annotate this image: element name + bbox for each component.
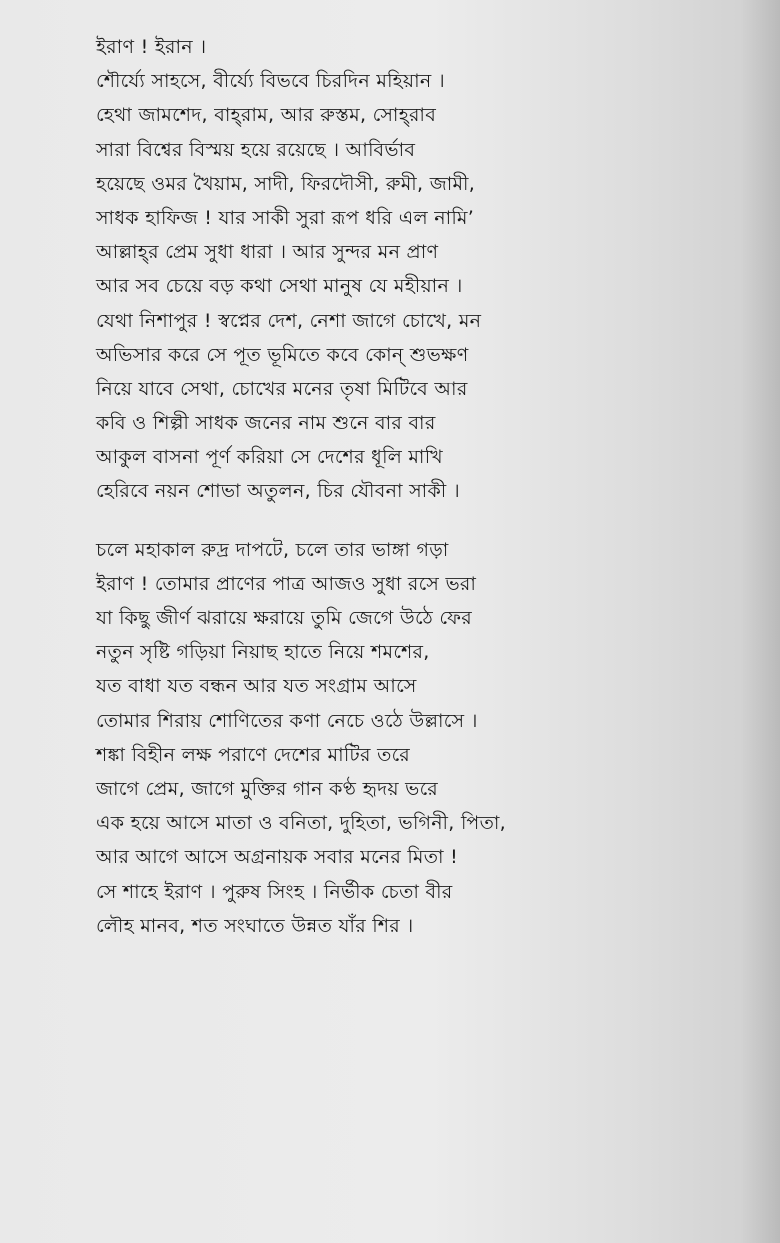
poem-line: এক হয়ে আসে মাতা ও বনিতা, দুহিতা, ভগিনী, পিতা, xyxy=(96,812,506,835)
poem-line: আকুল বাসনা পূর্ণ করিয়া সে দেশের ধূলি মাখি xyxy=(96,446,443,469)
poem-line: হেরিবে নয়ন শোভা অতুলন, চির যৌবনা সাকী । xyxy=(96,480,460,503)
poem-line: আর আগে আসে অগ্রনায়ক সবার মনের মিতা ! xyxy=(96,846,459,869)
page-edge-shadow xyxy=(740,0,780,1243)
poem-line: নতুন সৃষ্টি গড়িয়া নিয়াছ হাতে নিয়ে শমশের, xyxy=(96,641,430,664)
poem-line: নিয়ে যাবে সেথা, চোখের মনের তৃষা মিটিবে আর xyxy=(96,377,468,400)
poem-line: সারা বিশ্বের বিস্ময় হয়ে রয়েছে । আবির্ভাব xyxy=(96,138,416,161)
poem-body xyxy=(96,30,736,943)
poem-line: হেথা জামশেদ, বাহ্‌রাম, আর রুস্তম, সোহ্‌রাব xyxy=(96,104,437,127)
poem-line: যা কিছু জীর্ণ ঝরায়ে ক্ষরায়ে তুমি জেগে উঠে ফের xyxy=(96,607,473,629)
poem-line: কবি ও শিল্পী সাধক জনের নাম শুনে বার বার xyxy=(96,412,436,435)
poem-line: জাগে প্রেম, জাগে মুক্তির গান কণ্ঠ হৃদয় ভরে xyxy=(96,777,439,800)
poem-line: চলে মহাকাল রুদ্র দাপটে, চলে তার ভাঙ্গা গড়া xyxy=(96,538,449,561)
stanza-1 xyxy=(96,30,736,509)
stanza-2 xyxy=(96,533,736,943)
poem-line: ইরাণ ! তোমার প্রাণের পাত্র আজও সুধা রসে ভরা xyxy=(96,572,477,595)
poem-line: হয়েছে ওমর খৈয়াম, সাদী, ফিরদৌসী, রুমী, জামী, xyxy=(96,172,476,195)
poem-line: যত বাধা যত বন্ধন আর যত সংগ্রাম আসে xyxy=(96,675,417,698)
poem-line: ইরাণ ! ইরান । xyxy=(96,36,207,58)
poem-line: তোমার শিরায় শোণিতের কণা নেচে ওঠে উল্লাসে । xyxy=(96,709,478,732)
poem-line: যেথা নিশাপুর ! স্বপ্নের দেশ, নেশা জাগে চোখে, মন xyxy=(96,309,482,332)
stanza-gap xyxy=(96,509,736,533)
poem-line: সে শাহে ইরাণ । পুরুষ সিংহ । নির্ভীক চেতা বীর xyxy=(96,880,453,903)
poem-line: শৌর্য্যে সাহসে, বীর্য্যে বিভবে চিরদিন মহিয়ান । xyxy=(96,70,445,93)
poem-line: আল্লাহ্‌র প্রেম সুধা ধারা । আর সুন্দর মন প্রাণ xyxy=(96,241,439,264)
poem-line: লৌহ মানব, শত সংঘাতে উন্নত যাঁর শির । xyxy=(96,914,414,937)
poem-line: অভিসার করে সে পূত ভূমিতে কবে কোন্‌ শুভক্ষণ xyxy=(96,343,469,366)
poem-line: শঙ্কা বিহীন লক্ষ পরাণে দেশের মাটির তরে xyxy=(96,743,411,766)
poem-line: আর সব চেয়ে বড় কথা সেথা মানুষ যে মহীয়ান । xyxy=(96,275,463,298)
poem-line: সাধক হাফিজ ! যার সাকী সুরা রূপ ধরি এল নামি’ xyxy=(96,206,475,229)
